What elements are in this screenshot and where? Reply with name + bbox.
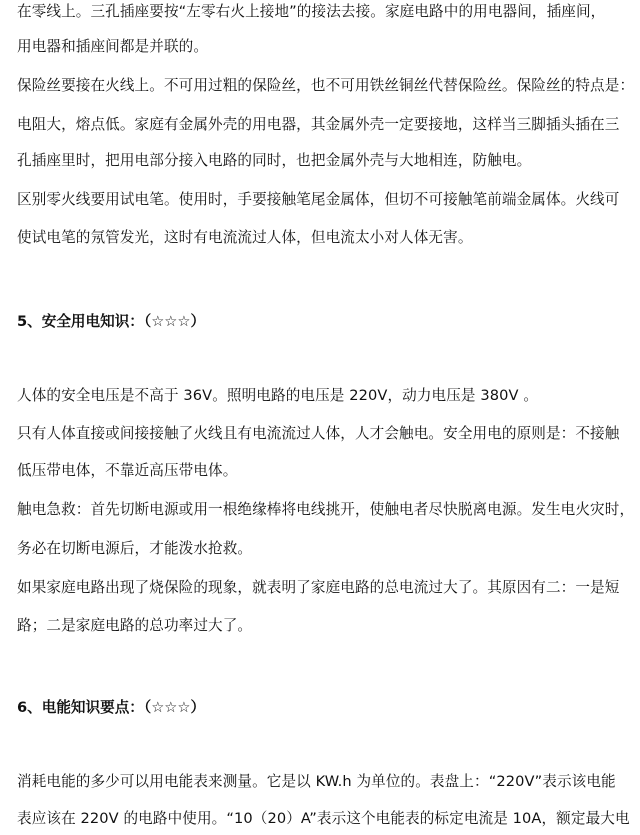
paragraph-line: 只有人体直接或间接接触了火线且有电流流过人体，人才会触电。安全用电的原则是：不接触 <box>17 425 620 442</box>
paragraph-line: 孔插座里时，把用电部分接入电路的同时，也把金属外壳与大地相连，防触电。 <box>17 152 532 169</box>
paragraph-line: 低压带电体，不靠近高压带电体。 <box>17 462 238 479</box>
paragraph-line: 消耗电能的多少可以用电能表来测量。它是以 KW.h 为单位的。表盘上：“220V”表示该电能 <box>17 773 616 790</box>
paragraph-line: 在零线上。三孔插座要按“左零右火上接地”的接法去接。家庭电路中的用电器间，插座间， <box>17 3 606 20</box>
paragraph-line: 保险丝要接在火线上。不可用过粗的保险丝，也不可用铁丝铜丝代替保险丝。保险丝的特点是： <box>17 77 635 94</box>
paragraph-line: 人体的安全电压是不高于 36V。照明电路的电压是 220V，动力电压是 380V 。 <box>17 387 539 404</box>
paragraph-line: 务必在切断电源后，才能泼水抢救。 <box>17 540 253 557</box>
paragraph-line: 路；二是家庭电路的总功率过大了。 <box>17 617 253 634</box>
paragraph-line: 触电急救：首先切断电源或用一根绝缘棒将电线挑开，使触电者尽快脱离电源。发生电火灾时， <box>17 501 635 518</box>
paragraph-line: 使试电笔的氖管发光，这时有电流流过人体，但电流太小对人体无害。 <box>17 229 473 246</box>
paragraph-line: 如果家庭电路出现了烧保险的现象，就表明了家庭电路的总电流过大了。其原因有二：一是短 <box>17 579 620 596</box>
paragraph-line: 电阻大，熔点低。家庭有金属外壳的用电器，其金属外壳一定要接地，这样当三脚插头插在三 <box>17 116 620 133</box>
paragraph-line: 用电器和插座间都是并联的。 <box>17 38 209 55</box>
section-heading: 5、安全用电知识：（☆☆☆） <box>17 313 206 330</box>
paragraph-line: 区别零火线要用试电笔。使用时，手要接触笔尾金属体，但切不可接触笔前端金属体。火线可 <box>17 191 620 208</box>
section-heading: 6、电能知识要点：（☆☆☆） <box>17 699 206 716</box>
paragraph-line: 表应该在 220V 的电路中使用。“10（20）A”表示这个电能表的标定电流是 10A，额定最大电 <box>17 810 630 827</box>
